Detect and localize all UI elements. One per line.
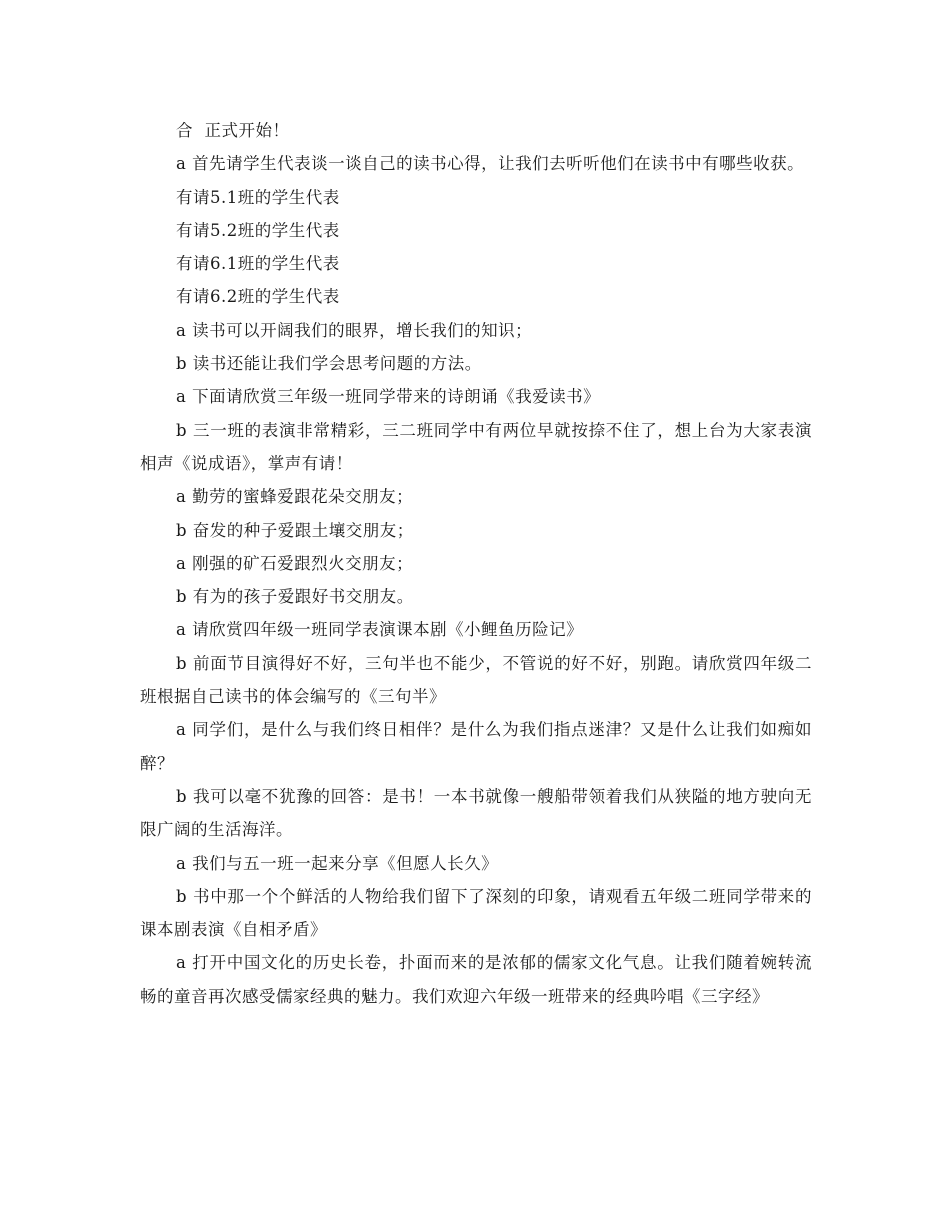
- paragraph-opening: 合 正式开始！: [176, 121, 290, 140]
- paragraph: a 读书可以开阔我们的眼界，增长我们的知识；: [176, 320, 533, 340]
- paragraph: a 同学们，是什么与我们终日相伴？是什么为我们指点迷津？又是什么让我们如痴如醉？: [140, 720, 812, 773]
- paragraph: b 前面节目演得好不好，三句半也不能少，不管说的好不好，别跑。请欣赏四年级二班根据自己读书的体会编写的《三句半》: [140, 653, 812, 707]
- paragraph: b 三一班的表演非常精彩，三二班同学中有两位早就按捺不住了，想上台为大家表演相声《说成语》，掌声有请！: [140, 420, 812, 473]
- paragraph: a 下面请欣赏三年级一班同学带来的诗朗诵《我爱读书》: [176, 387, 601, 407]
- paragraph-class-5-1: 有请5.1班的学生代表: [176, 187, 340, 207]
- paragraph: a 刚强的矿石爱跟烈火交朋友；: [176, 553, 414, 573]
- paragraph-class-5-2: 有请5.2班的学生代表: [176, 220, 340, 240]
- paragraph: b 奋发的种子爱跟土壤交朋友；: [176, 520, 414, 540]
- paragraph-class-6-1: 有请6.1班的学生代表: [176, 254, 340, 274]
- paragraph-class-6-2: 有请6.2班的学生代表: [176, 287, 340, 307]
- paragraph: a 请欣赏四年级一班同学表演课本剧《小鲤鱼历险记》: [176, 620, 584, 640]
- paragraph: a 我们与五一班一起来分享《但愿人长久》: [176, 853, 499, 873]
- paragraph: b 书中那一个个鲜活的人物给我们留下了深刻的印象，请观看五年级二班同学带来的课本剧表演《自相矛盾》: [140, 886, 812, 940]
- paragraph: b 我可以毫不犹豫的回答：是书！一本书就像一艘船带领着我们从狭隘的地方驶向无限广阔的生活海洋。: [140, 786, 812, 840]
- paragraph: a 勤劳的蜜蜂爱跟花朵交朋友；: [176, 487, 414, 507]
- paragraph-student-intro: a 首先请学生代表谈一谈自己的读书心得，让我们去听听他们在读书中有哪些收获。: [176, 154, 805, 174]
- paragraph: b 读书还能让我们学会思考问题的方法。: [176, 354, 482, 374]
- paragraph: a 打开中国文化的历史长卷，扑面而来的是浓郁的儒家文化气息。让我们随着婉转流畅的童音再次感受儒家经典的魅力。我们欢迎六年级一班带来的经典吟唱《三字经》: [140, 953, 812, 1006]
- document-body: [140, 114, 812, 1013]
- paragraph: b 有为的孩子爱跟好书交朋友。: [176, 587, 414, 607]
